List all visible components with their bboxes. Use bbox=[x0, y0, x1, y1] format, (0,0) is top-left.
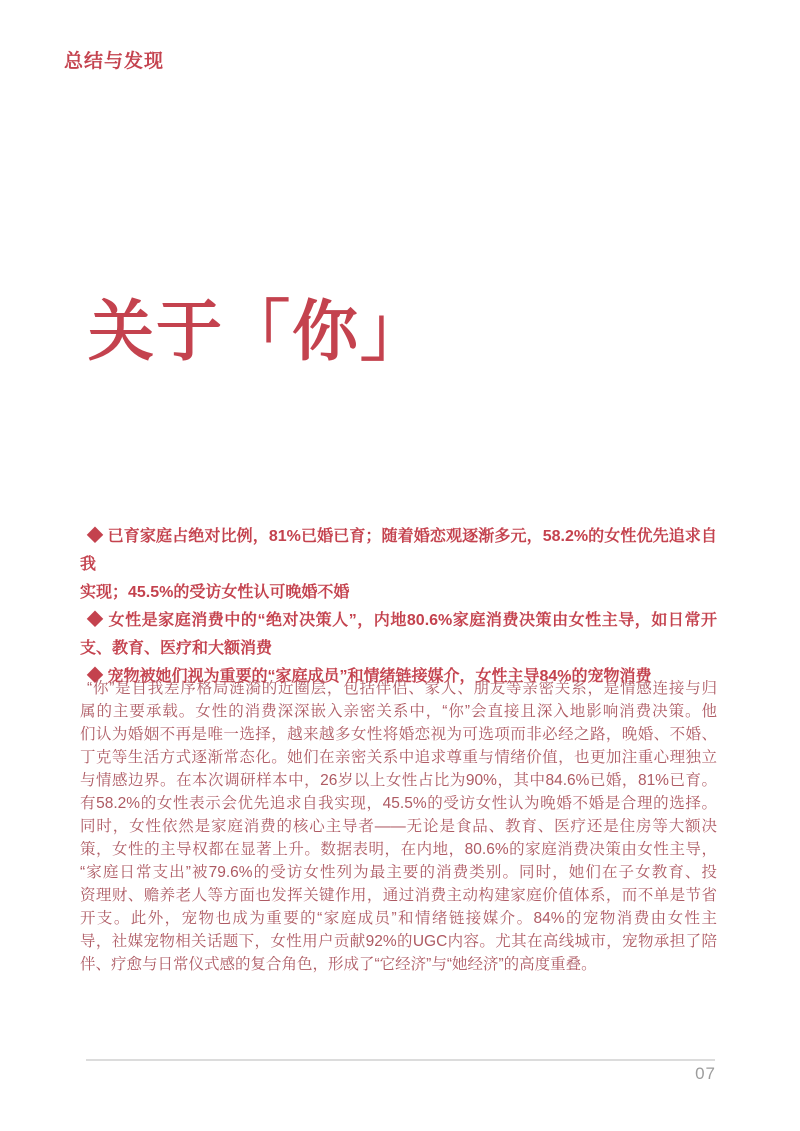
highlights-list bbox=[80, 523, 717, 691]
text-line: 导，社媒宠物相关话题下，女性用户贡献92%的UGC内容。尤其在高线城市，宠物承担了陪 bbox=[80, 933, 717, 950]
text-line: “你”是自我差序格局涟漪的近圈层，包括伴侣、家人、朋友等亲密关系，是情感连接与归 bbox=[87, 680, 717, 697]
footer-divider bbox=[86, 1059, 715, 1061]
text-line: 同时，女性依然是家庭消费的核心主导者——无论是食品、教育、医疗还是住房等大额决 bbox=[80, 818, 717, 835]
section-label: 总结与发现 bbox=[64, 51, 165, 72]
text-line: 与情感边界。在本次调研样本中，26岁以上女性占比为90%，其中84.6%已婚，81%已育。 bbox=[80, 772, 717, 789]
text-line: “家庭日常支出”被79.6%的受访女性列为最主要的消费类别。同时，她们在子女教育、投 bbox=[80, 864, 717, 881]
text-line: 伴、疗愈与日常仪式感的复合角色，形成了“它经济”与“她经济”的高度重叠。 bbox=[80, 956, 597, 973]
page-number: 07 bbox=[695, 1064, 716, 1083]
text-line: 资理财、赡养老人等方面也发挥关键作用，通过消费主动构建家庭价值体系，而不单是节省 bbox=[80, 887, 717, 904]
text-line: 策，女性的主导权都在显著上升。数据表明，在内地，80.6%的家庭消费决策由女性主导， bbox=[80, 841, 717, 858]
text-line: 有58.2%的女性表示会优先追求自我实现，45.5%的受访女性认为晚婚不婚是合理的选择。 bbox=[80, 795, 717, 812]
text-line: 丁克等生活方式逐渐常态化。她们在亲密关系中追求尊重与情绪价值，也更加注重心理独立 bbox=[80, 749, 717, 766]
text-line: 开支。此外，宠物也成为重要的“家庭成员”和情绪链接媒介。84%的宠物消费由女性主 bbox=[80, 910, 717, 927]
body-paragraph bbox=[80, 677, 717, 976]
highlight-bullet bbox=[80, 523, 717, 607]
text-line: 们认为婚姻不再是唯一选择，越来越多女性将婚恋视为可选项而非必经之路，晚婚、不婚、 bbox=[80, 726, 717, 743]
text-line: ◆ 宠物被她们视为重要的“家庭成员”和情绪链接媒介，女性主导84%的宠物消费 bbox=[87, 668, 652, 685]
text-line: 支、教育、医疗和大额消费 bbox=[80, 640, 273, 657]
text-line: 属的主要承载。女性的消费深深嵌入亲密关系中，“你”会直接且深入地影响消费决策。他 bbox=[80, 703, 717, 720]
highlight-bullet bbox=[80, 607, 717, 663]
text-line: 实现；45.5%的受访女性认可晚婚不婚 bbox=[80, 584, 350, 601]
text-line: ◆ 女性是家庭消费中的“绝对决策人”，内地80.6%家庭消费决策由女性主导，如日常开 bbox=[87, 612, 717, 629]
text-line: ◆ 已育家庭占绝对比例，81%已婚已育；随着婚恋观逐渐多元，58.2%的女性优先追求自我 bbox=[80, 528, 717, 573]
page-title: 关于「你」 bbox=[88, 294, 428, 369]
